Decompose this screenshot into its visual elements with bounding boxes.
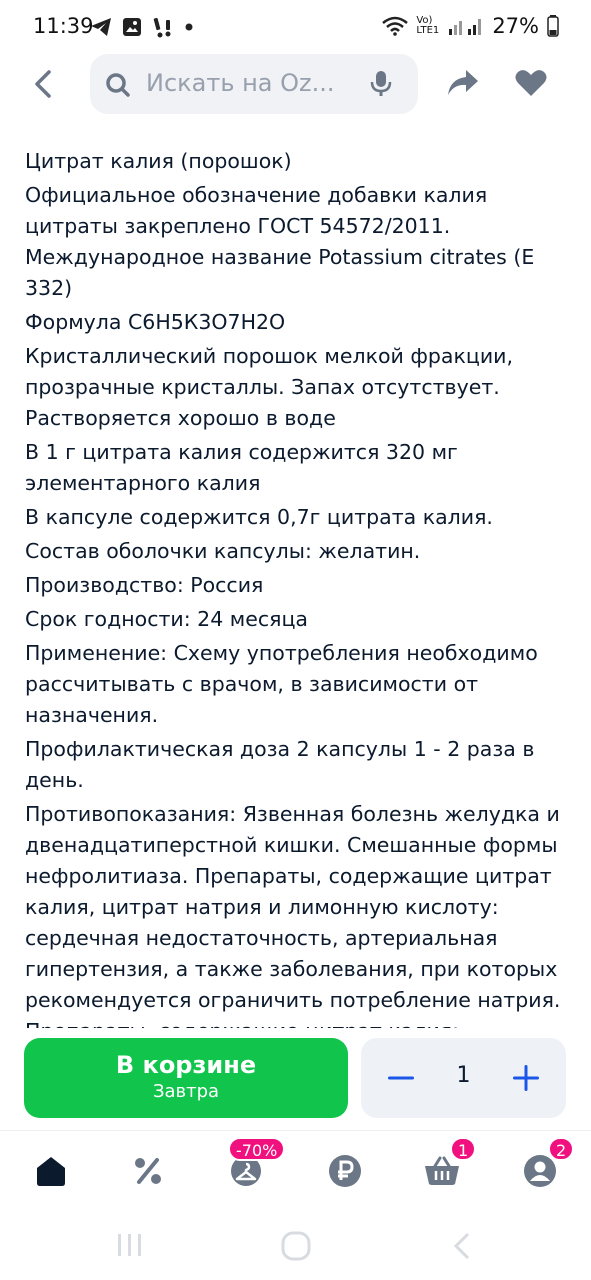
bottom-navigation — [0, 1130, 591, 1210]
back-arrow-icon — [33, 69, 53, 99]
status-time: 11:39 — [33, 14, 94, 38]
home-circle-icon — [281, 1232, 311, 1260]
in-cart-button[interactable] — [24, 1038, 348, 1118]
ruble-icon — [328, 1154, 362, 1188]
description-paragraph: Официальное обозначение добавки калия цитраты закреплено ГОСТ 54572/2011. Международное название Potassium citrates (E 332) — [25, 183, 535, 300]
minus-icon — [387, 1064, 415, 1092]
status-bar — [0, 0, 591, 56]
wifi-icon — [382, 16, 408, 36]
description-paragraph: Профилактическая доза 2 капсулы 1 - 2 раза в день. — [25, 737, 535, 792]
product-description — [25, 146, 570, 1026]
description-paragraph: Кристаллический порошок мелкой фракции, прозрачные кристаллы. Запах отсутствует. Растворяется хорошо в воде — [25, 344, 513, 430]
status-notification-icons — [90, 16, 194, 38]
home-icon — [34, 1155, 68, 1187]
description-paragraph: Формула С6Н5К3О7Н2О — [25, 310, 286, 334]
search-icon — [104, 71, 132, 99]
telegram-icon — [90, 17, 112, 37]
percent-icon — [132, 1155, 164, 1187]
signal-icon — [448, 16, 484, 36]
nav-cart-badge: 1 — [450, 1137, 476, 1161]
nav-fresh[interactable] — [226, 1141, 278, 1191]
battery-percent: 27% — [492, 14, 539, 38]
nav-profile[interactable] — [520, 1141, 567, 1191]
description-paragraph: В 1 г цитрата калия содержится 320 мг элементарного калия — [25, 440, 458, 495]
system-navigation-bar — [0, 1210, 591, 1280]
user-icon — [523, 1154, 557, 1188]
back-button[interactable] — [26, 66, 60, 102]
share-button[interactable] — [446, 68, 480, 102]
network-label: Vo) LTE1 — [416, 15, 440, 36]
recents-icon — [116, 1232, 144, 1258]
description-paragraph: Цитрат калия (порошок) — [25, 149, 292, 173]
notification-icon — [152, 16, 174, 38]
nav-discounts[interactable] — [128, 1151, 168, 1191]
battery-icon — [547, 15, 559, 37]
decrease-button[interactable] — [387, 1064, 415, 1092]
system-home-button[interactable] — [281, 1232, 311, 1264]
top-app-bar — [0, 52, 591, 116]
status-system-icons — [382, 14, 559, 38]
search-input[interactable] — [90, 54, 418, 114]
purchase-action-bar — [0, 1028, 591, 1130]
plus-icon — [512, 1064, 540, 1092]
description-paragraph: Производство: Россия — [25, 573, 264, 597]
nav-finance[interactable] — [325, 1151, 365, 1191]
nav-profile-badge: 2 — [548, 1137, 574, 1161]
system-back-button[interactable] — [452, 1232, 472, 1264]
quantity-stepper — [361, 1038, 566, 1118]
nav-cart[interactable] — [422, 1141, 469, 1191]
quantity-value: 1 — [456, 1063, 471, 1088]
nav-fresh-badge: -70% — [228, 1137, 285, 1161]
nav-home[interactable] — [31, 1151, 71, 1191]
basket-icon — [424, 1156, 460, 1186]
favorite-button[interactable] — [514, 68, 548, 102]
mic-icon[interactable] — [370, 70, 392, 98]
description-paragraph: Состав оболочки капсулы: желатин. — [25, 539, 421, 563]
increase-button[interactable] — [512, 1064, 540, 1092]
description-paragraph: Применение: Схему употребления необходимо рассчитывать с врачом, в зависимости от назначения. — [25, 641, 538, 727]
search-placeholder: Искать на Oz... — [146, 69, 335, 97]
description-paragraph: В капсуле содержится 0,7г цитрата калия. — [25, 505, 493, 529]
description-paragraph: Срок годности: 24 месяца — [25, 607, 308, 631]
back-chevron-icon — [452, 1232, 472, 1260]
description-paragraph: Противопоказания: Язвенная болезнь желудка и двенадцатиперстной кишки. Смешанные формы нефролитиаза. Препараты, содержащие цитрат калия, цитрат натрия и лимонную кислоту: сердечная недостаточность, артериальная гипертензия, а также заболевания, при которых рекомендуется ограничить потребление натрия. — [25, 802, 561, 1012]
recents-button[interactable] — [116, 1232, 144, 1262]
cart-button-label: В корзине — [115, 1051, 257, 1079]
cart-button-delivery: Завтра — [152, 1081, 220, 1102]
gallery-icon — [122, 17, 142, 37]
dot-icon — [184, 22, 194, 32]
share-icon — [446, 68, 480, 98]
heart-icon — [514, 68, 548, 98]
